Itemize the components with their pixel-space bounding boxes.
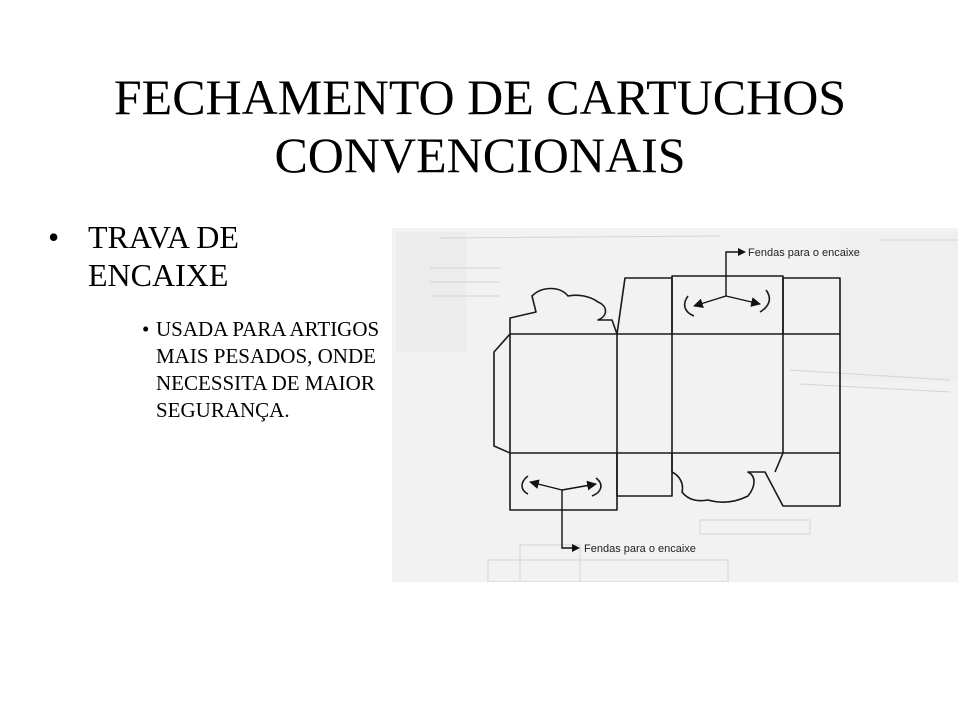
bullet-level2-text: USADA PARA ARTIGOS MAIS PESADOS, ONDE NECESSITA DE MAIOR SEGURANÇA.: [156, 317, 380, 422]
callout-top-label: Fendas para o encaixe: [748, 247, 860, 259]
slide-title: FECHAMENTO DE CARTUCHOS CONVENCIONAIS: [113, 69, 847, 183]
callout-bottom-label: Fendas para o encaixe: [584, 543, 696, 555]
bullet-level1-text: TRAVA DE ENCAIXE: [88, 219, 239, 293]
carton-dieline-figure: [390, 222, 960, 582]
bullet-dot-sub: •: [142, 317, 150, 341]
bullet-dot: •: [48, 219, 60, 255]
